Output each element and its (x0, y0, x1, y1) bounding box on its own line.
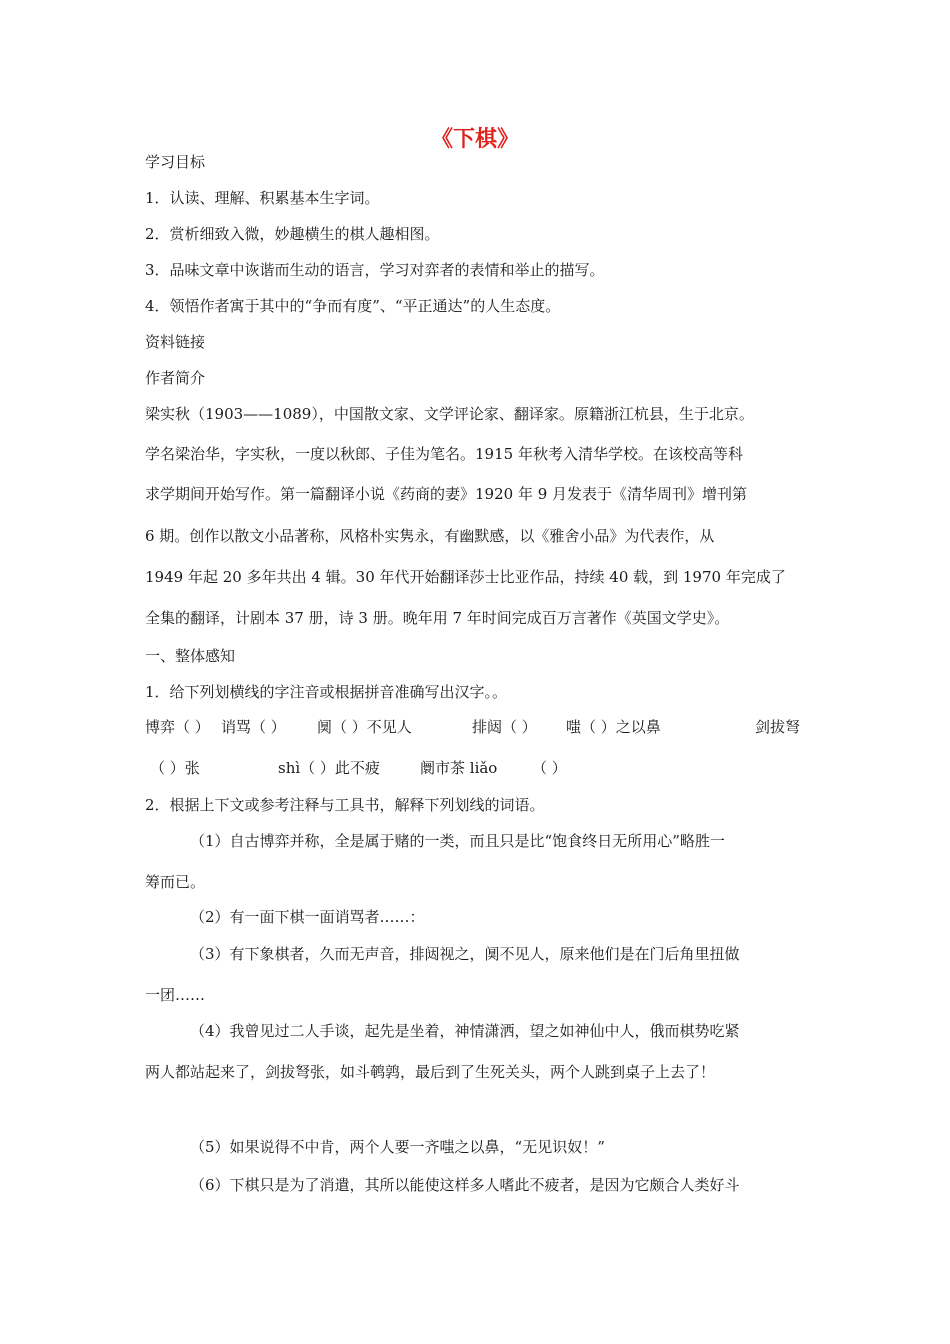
fill-item-blank: （ ） (532, 759, 567, 777)
q2-sentence: （1）自古博弈并称，全是属于赌的一类，而且只是比“饱食终日无所用心”略胜一 (190, 832, 725, 850)
fill-item-qu: 阒（ ）不见人 (317, 718, 412, 736)
bio-line: 梁实秋（1903——1089），中国散文家、文学评论家、翻译家。原籍浙江杭县，生于北京。 (145, 405, 754, 423)
fill-item-jianba: 剑拔弩 (755, 718, 801, 736)
resources-heading: 资料链接 (145, 333, 206, 351)
fill-item-boyi: 博弈（ ） (145, 718, 210, 736)
bio-line: 6 期。创作以散文小品著称，风格朴实隽永，有幽默感，以《雅舍小品》为代表作，从 (145, 527, 715, 545)
fill-item-paita: 排闼（ ） (472, 718, 537, 736)
bio-line: 学名梁治华，字实秋，一度以秋郎、子佳为笔名。1915 年秋考入清华学校。在该校高等科 (145, 445, 743, 463)
bio-line: 1949 年起 20 多年共出 4 辑。30 年代开始翻译莎士比亚作品，持续 40 载，到 1970 年完成了 (145, 568, 786, 586)
fill-item-shi: shì（ ）此不疲 (278, 759, 380, 777)
q2-sentence: 筹而已。 (145, 873, 206, 891)
bio-line: 求学期间开始写作。第一篇翻译小说《药商的妻》1920 年 9 月发表于《清华周刊》增刊第 (145, 485, 748, 503)
q2-sentence: 一团…… (145, 986, 206, 1004)
q2-sentence: （2）有一面下棋一面诮骂者……： (190, 908, 425, 926)
fill-item-liao: 阛市茶 liǎo (420, 759, 498, 777)
objectives-heading: 学习目标 (145, 153, 206, 171)
objective-item: 1．认读、理解、积累基本生字词。 (145, 189, 380, 207)
section1-heading: 一、整体感知 (145, 647, 236, 665)
document-title: 《下棋》 (430, 126, 519, 152)
q2-sentence: （4）我曾见过二人手谈，起先是坐着，神情潇洒，望之如神仙中人，俄而棋势吃紧 (190, 1022, 740, 1040)
q2-sentence: 两人都站起来了，剑拔弩张，如斗鹌鹑，最后到了生死关头，两个人跳到桌子上去了！ (145, 1063, 716, 1081)
author-intro-heading: 作者简介 (145, 369, 206, 387)
q2-sentence: （6）下棋只是为了消遣，其所以能使这样多人嗜此不疲者，是因为它颇合人类好斗 (190, 1176, 740, 1194)
objective-item: 2．赏析细致入微，妙趣横生的棋人趣相图。 (145, 225, 440, 243)
fill-item-zhang: （ ）张 (150, 759, 200, 777)
bio-line: 全集的翻译，计剧本 37 册，诗 3 册。晚年用 7 年时间完成百万言著作《英国文学史》。 (145, 609, 730, 627)
q2-sentence: （5）如果说得不中肯，两个人要一齐嗤之以鼻，“无见识奴！” (190, 1138, 605, 1156)
q1-prompt: 1．给下列划横线的字注音或根据拼音准确写出汉字。。 (145, 683, 508, 701)
fill-item-chi: 嗤（ ）之以鼻 (566, 718, 661, 736)
q2-prompt: 2．根据上下文或参考注释与工具书，解释下列划线的词语。 (145, 796, 545, 814)
fill-item-qiaoma: 诮骂（ ） (221, 718, 286, 736)
objective-item: 3．品味文章中诙谐而生动的语言，学习对弈者的表情和举止的描写。 (145, 261, 605, 279)
objective-item: 4．领悟作者寓于其中的“争而有度”、“平正通达”的人生态度。 (145, 297, 561, 315)
q2-sentence: （3）有下象棋者，久而无声音，排闼视之，阒不见人，原来他们是在门后角里扭做 (190, 945, 740, 963)
